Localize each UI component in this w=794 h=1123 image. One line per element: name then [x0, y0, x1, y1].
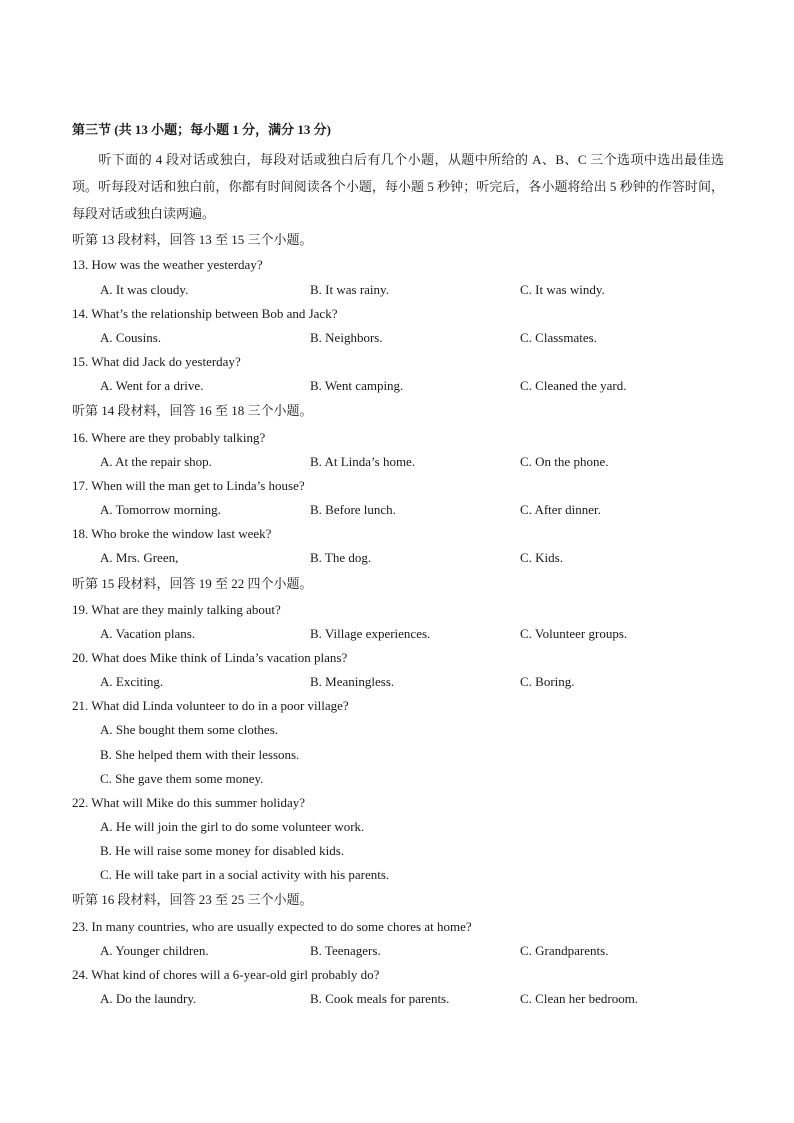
q18-option-a: A. Mrs. Green,: [100, 550, 179, 565]
q17-option-a: A. Tomorrow morning.: [100, 502, 221, 517]
listening-header-15: 听第 15 段材料，回答 19 至 22 四个小题。: [72, 576, 313, 591]
q18-option-b: B. The dog.: [310, 550, 372, 565]
q17-option-c: C. After dinner.: [520, 502, 601, 517]
q20-option-b: B. Meaningless.: [310, 674, 395, 689]
q22-option-b: B. He will raise some money for disabled kids.: [100, 843, 345, 858]
listening-header-16: 听第 16 段材料，回答 23 至 25 三个小题。: [72, 892, 313, 907]
q20-option-a: A. Exciting.: [100, 674, 164, 689]
q14-option-a: A. Cousins.: [100, 330, 162, 345]
question-18: 18. Who broke the window last week?: [72, 526, 272, 541]
listening-header-13: 听第 13 段材料，回答 13 至 15 三个小题。: [72, 232, 313, 247]
section-instructions: [72, 146, 724, 227]
q15-option-a: A. Went for a drive.: [100, 378, 204, 393]
q23-option-a: A. Younger children.: [100, 943, 209, 958]
q16-option-a: A. At the repair shop.: [100, 454, 212, 469]
q17-option-b: B. Before lunch.: [310, 502, 396, 517]
q20-option-c: C. Boring.: [520, 674, 575, 689]
q16-option-c: C. On the phone.: [520, 454, 609, 469]
q19-option-a: A. Vacation plans.: [100, 626, 196, 641]
q21-option-b: B. She helped them with their lessons.: [100, 747, 300, 762]
question-22: 22. What will Mike do this summer holiday?: [72, 795, 306, 810]
question-23: 23. In many countries, who are usually expected to do some chores at home?: [72, 919, 472, 934]
listening-header-14: 听第 14 段材料，回答 16 至 18 三个小题。: [72, 403, 313, 418]
q13-option-b: B. It was rainy.: [310, 282, 389, 297]
question-21: 21. What did Linda volunteer to do in a poor village?: [72, 698, 349, 713]
question-17: 17. When will the man get to Linda’s house?: [72, 478, 305, 493]
q22-option-c: C. He will take part in a social activity with his parents.: [100, 867, 390, 882]
question-14: 14. What’s the relationship between Bob and Jack?: [72, 306, 338, 321]
instructions-text: 听下面的 4 段对话或独白，每段对话或独白后有几个小题，从题中所给的 A、B、C 三个选项中选出最佳选项。听每段对话和独白前，你都有时间阅读各个小题，每小题 5 秒钟；听完后，各小题将给出 5 秒钟的作答时间，每段对话或独白读两遍。: [72, 152, 724, 221]
q24-option-b: B. Cook meals for parents.: [310, 991, 450, 1006]
q24-option-c: C. Clean her bedroom.: [520, 991, 639, 1006]
q22-option-a: A. He will join the girl to do some volunteer work.: [100, 819, 365, 834]
q14-option-b: B. Neighbors.: [310, 330, 383, 345]
q15-option-c: C. Cleaned the yard.: [520, 378, 627, 393]
q18-option-c: C. Kids.: [520, 550, 563, 565]
question-24: 24. What kind of chores will a 6-year-old girl probably do?: [72, 967, 380, 982]
q23-option-c: C. Grandparents.: [520, 943, 609, 958]
question-19: 19. What are they mainly talking about?: [72, 602, 281, 617]
question-16: 16. Where are they probably talking?: [72, 430, 266, 445]
q15-option-b: B. Went camping.: [310, 378, 404, 393]
section-title: 第三节 (共 13 小题；每小题 1 分，满分 13 分): [72, 122, 331, 137]
q19-option-b: B. Village experiences.: [310, 626, 431, 641]
q23-option-b: B. Teenagers.: [310, 943, 381, 958]
question-15: 15. What did Jack do yesterday?: [72, 354, 241, 369]
q24-option-a: A. Do the laundry.: [100, 991, 197, 1006]
q21-option-a: A. She bought them some clothes.: [100, 722, 279, 737]
question-20: 20. What does Mike think of Linda’s vacation plans?: [72, 650, 348, 665]
question-13: 13. How was the weather yesterday?: [72, 257, 263, 272]
q21-option-c: C. She gave them some money.: [100, 771, 264, 786]
q16-option-b: B. At Linda’s home.: [310, 454, 416, 469]
q14-option-c: C. Classmates.: [520, 330, 597, 345]
q13-option-a: A. It was cloudy.: [100, 282, 189, 297]
q13-option-c: C. It was windy.: [520, 282, 605, 297]
q19-option-c: C. Volunteer groups.: [520, 626, 628, 641]
